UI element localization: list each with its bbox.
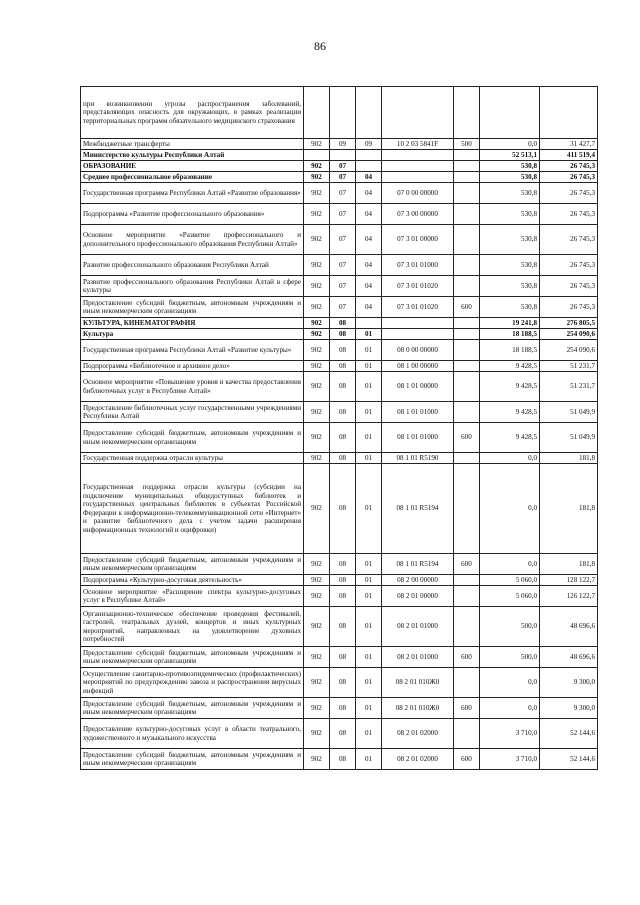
row-target-article: 08 2 01 00000 — [382, 586, 454, 607]
table-row — [81, 586, 598, 607]
row-name: Предоставление субсидий бюджетным, автономным учреждениям и иным некоммерческим организациям — [81, 698, 304, 719]
table-row — [81, 161, 598, 172]
row-name: Предоставление субсидий бюджетным, автономным учреждениям и иным некоммерческим организациям — [81, 647, 304, 668]
row-grbs: 902 — [304, 172, 330, 183]
row-grbs: 902 — [304, 297, 330, 318]
table-row — [81, 87, 598, 139]
row-amount-2: 126 122,7 — [540, 586, 598, 607]
row-subsection — [356, 150, 382, 161]
row-target-article: 08 1 01 R5194 — [382, 554, 454, 575]
row-amount-2: 26 745,3 — [540, 276, 598, 297]
row-target-article: 08 1 01 R5194 — [382, 464, 454, 554]
table-row — [81, 150, 598, 161]
row-target-article: 08 2 01 010Ж0 — [382, 668, 454, 698]
table-row — [81, 225, 598, 255]
page-number: 86 — [314, 39, 326, 53]
row-expense-type — [454, 87, 480, 139]
row-subsection: 04 — [356, 183, 382, 204]
row-target-article: 07 3 01 01020 — [382, 297, 454, 318]
row-expense-type — [454, 255, 480, 276]
row-expense-type: 600 — [454, 698, 480, 719]
row-amount-1: 530,8 — [480, 255, 540, 276]
row-subsection: 01 — [356, 647, 382, 668]
row-amount-1: 5 060,0 — [480, 586, 540, 607]
row-grbs: 902 — [304, 586, 330, 607]
table-row — [81, 423, 598, 453]
row-amount-2: 51 049,9 — [540, 423, 598, 453]
table-row — [81, 204, 598, 225]
row-section: 08 — [330, 607, 356, 647]
row-expense-type — [454, 453, 480, 464]
row-expense-type — [454, 318, 480, 329]
table-row — [81, 183, 598, 204]
row-amount-2: 128 122,7 — [540, 575, 598, 586]
row-name: Предоставление субсидий бюджетным, автономным учреждениям и иным некоммерческим организациям — [81, 749, 304, 770]
row-subsection: 04 — [356, 255, 382, 276]
row-target-article — [382, 161, 454, 172]
row-grbs: 902 — [304, 749, 330, 770]
row-section: 08 — [330, 464, 356, 554]
row-expense-type — [454, 150, 480, 161]
row-subsection: 01 — [356, 402, 382, 423]
row-amount-2: 31 427,7 — [540, 139, 598, 150]
row-amount-1: 0,0 — [480, 668, 540, 698]
row-amount-2: 26 745,3 — [540, 172, 598, 183]
row-amount-1: 530,8 — [480, 161, 540, 172]
row-grbs: 902 — [304, 183, 330, 204]
row-amount-2 — [540, 87, 598, 139]
row-name: Основное мероприятие «Расширение спектра культурно-досуговых услуг в Республике Алтай» — [81, 586, 304, 607]
row-amount-1: 9 428,5 — [480, 423, 540, 453]
row-target-article — [382, 329, 454, 340]
row-subsection: 01 — [356, 554, 382, 575]
row-amount-2: 48 696,6 — [540, 607, 598, 647]
row-grbs: 902 — [304, 276, 330, 297]
row-subsection: 01 — [356, 329, 382, 340]
row-name: Межбюджетные трансферты — [81, 139, 304, 150]
row-target-article: 07 3 01 01020 — [382, 276, 454, 297]
table-row — [81, 575, 598, 586]
row-amount-1: 530,8 — [480, 225, 540, 255]
row-amount-2: 52 144,6 — [540, 719, 598, 749]
row-amount-2: 276 805,5 — [540, 318, 598, 329]
row-expense-type — [454, 183, 480, 204]
row-section: 07 — [330, 172, 356, 183]
table-row — [81, 668, 598, 698]
row-subsection: 09 — [356, 139, 382, 150]
row-amount-1: 5 060,0 — [480, 575, 540, 586]
row-grbs: 902 — [304, 719, 330, 749]
budget-table — [80, 86, 598, 770]
table-row — [81, 402, 598, 423]
row-amount-1: 3 710,0 — [480, 749, 540, 770]
row-subsection — [356, 87, 382, 139]
row-grbs: 902 — [304, 340, 330, 361]
row-subsection: 04 — [356, 225, 382, 255]
table-row — [81, 607, 598, 647]
row-amount-2: 254 090,6 — [540, 340, 598, 361]
row-expense-type — [454, 225, 480, 255]
row-grbs: 902 — [304, 607, 330, 647]
row-grbs: 902 — [304, 402, 330, 423]
row-target-article: 08 1 01 01000 — [382, 402, 454, 423]
row-section: 08 — [330, 372, 356, 402]
row-amount-2: 9 300,0 — [540, 668, 598, 698]
row-expense-type — [454, 361, 480, 372]
row-subsection: 01 — [356, 423, 382, 453]
row-target-article — [382, 87, 454, 139]
row-expense-type — [454, 204, 480, 225]
row-name: Культура — [81, 329, 304, 340]
row-section: 07 — [330, 204, 356, 225]
table-row — [81, 139, 598, 150]
row-amount-1: 0,0 — [480, 554, 540, 575]
row-grbs: 902 — [304, 668, 330, 698]
row-expense-type — [454, 340, 480, 361]
row-target-article: 08 2 01 02000 — [382, 749, 454, 770]
row-grbs: 902 — [304, 423, 330, 453]
row-section: 07 — [330, 297, 356, 318]
row-expense-type — [454, 719, 480, 749]
row-subsection: 01 — [356, 361, 382, 372]
row-target-article: 08 2 01 02000 — [382, 719, 454, 749]
row-name: Государственная программа Республики Алтай «Развитие культуры» — [81, 340, 304, 361]
row-expense-type: 600 — [454, 647, 480, 668]
table-row — [81, 698, 598, 719]
row-section: 08 — [330, 554, 356, 575]
row-grbs — [304, 87, 330, 139]
row-target-article: 07 3 01 01000 — [382, 255, 454, 276]
row-target-article: 10 2 03 5841F — [382, 139, 454, 150]
row-grbs: 902 — [304, 161, 330, 172]
row-subsection: 01 — [356, 586, 382, 607]
row-section: 08 — [330, 586, 356, 607]
table-row — [81, 329, 598, 340]
row-target-article: 08 2 00 00000 — [382, 575, 454, 586]
row-amount-1: 530,8 — [480, 172, 540, 183]
row-name: Государственная программа Республики Алтай «Развитие образования» — [81, 183, 304, 204]
row-amount-2: 26 745,3 — [540, 161, 598, 172]
row-amount-2: 26 745,3 — [540, 297, 598, 318]
row-expense-type — [454, 372, 480, 402]
row-subsection — [356, 161, 382, 172]
row-amount-1: 52 513,1 — [480, 150, 540, 161]
table-row — [81, 554, 598, 575]
row-subsection: 01 — [356, 372, 382, 402]
row-name: Предоставление библиотечных услуг государственными учреждениями Республики Алтай — [81, 402, 304, 423]
row-name: Осуществление санитарно-противоэпидемических (профилактических) мероприятий по предупреждению завоза и распространения вирусных инфекций — [81, 668, 304, 698]
row-expense-type: 600 — [454, 423, 480, 453]
row-section: 08 — [330, 318, 356, 329]
row-section: 09 — [330, 139, 356, 150]
row-amount-2: 26 745,3 — [540, 225, 598, 255]
row-name: Предоставление субсидий бюджетным, автономным учреждениям и иным некоммерческим организациям — [81, 554, 304, 575]
row-name: Государственная поддержка отрасли культуры (субсидии на подключение муниципальных общедоступных библиотек и государственных центральных библиотек в субъектах Российской Федерации к информационно-телекоммуникационной сети «Интернет» и развитие библиотечного дела с учетом задачи расширения информационных технологий и оцифровки) — [81, 464, 304, 554]
row-grbs: 902 — [304, 372, 330, 402]
row-amount-2: 9 300,0 — [540, 698, 598, 719]
row-target-article — [382, 172, 454, 183]
row-name: ОБРАЗОВАНИЕ — [81, 161, 304, 172]
row-amount-1: 530,8 — [480, 297, 540, 318]
row-section: 07 — [330, 183, 356, 204]
row-grbs: 902 — [304, 329, 330, 340]
row-target-article: 08 1 01 01000 — [382, 423, 454, 453]
row-target-article: 08 1 01 R5190 — [382, 453, 454, 464]
row-amount-1: 3 710,0 — [480, 719, 540, 749]
row-grbs: 902 — [304, 698, 330, 719]
row-expense-type: 600 — [454, 749, 480, 770]
table-row — [81, 464, 598, 554]
row-expense-type: 600 — [454, 554, 480, 575]
row-subsection: 01 — [356, 453, 382, 464]
row-amount-1: 0,0 — [480, 698, 540, 719]
row-subsection: 01 — [356, 464, 382, 554]
row-subsection: 01 — [356, 607, 382, 647]
row-subsection: 04 — [356, 297, 382, 318]
row-amount-1: 9 428,5 — [480, 372, 540, 402]
row-name: Предоставление субсидий бюджетным, автономным учреждениям и иным некоммерческим организациям — [81, 297, 304, 318]
row-amount-1: 9 428,5 — [480, 402, 540, 423]
row-amount-2: 52 144,6 — [540, 749, 598, 770]
row-amount-2: 51 049,9 — [540, 402, 598, 423]
row-target-article: 07 0 00 00000 — [382, 183, 454, 204]
row-subsection: 01 — [356, 575, 382, 586]
row-expense-type — [454, 172, 480, 183]
row-subsection: 01 — [356, 749, 382, 770]
row-name: Развитие профессионального образования Республики Алтай в сфере культуры — [81, 276, 304, 297]
row-section: 08 — [330, 423, 356, 453]
row-grbs: 902 — [304, 255, 330, 276]
row-name: Основное мероприятие «Повышение уровня и качества предоставления библиотечных услуг в Республике Алтай» — [81, 372, 304, 402]
row-grbs: 902 — [304, 453, 330, 464]
row-amount-1: 0,0 — [480, 464, 540, 554]
table-row — [81, 647, 598, 668]
row-amount-2: 181,8 — [540, 464, 598, 554]
row-amount-1: 530,8 — [480, 276, 540, 297]
row-name: Государственная поддержка отрасли культуры — [81, 453, 304, 464]
row-target-article — [382, 150, 454, 161]
row-section: 08 — [330, 361, 356, 372]
row-name: Основное мероприятие «Развитие профессионального и дополнительного профессионального образования Республики Алтай» — [81, 225, 304, 255]
row-grbs: 902 — [304, 554, 330, 575]
row-section — [330, 150, 356, 161]
row-section — [330, 87, 356, 139]
row-subsection: 01 — [356, 698, 382, 719]
row-name: при возникновении угрозы распространения заболеваний, представляющих опасность для окружающих, в рамках реализации территориальных программ обязательного медицинского страхования — [81, 87, 304, 139]
table-row — [81, 749, 598, 770]
row-grbs: 902 — [304, 647, 330, 668]
row-name: Подпрограмма «Культурно-досуговая деятельность» — [81, 575, 304, 586]
row-name: Министерство культуры Республики Алтай — [81, 150, 304, 161]
row-amount-1 — [480, 87, 540, 139]
row-name: КУЛЬТУРА, КИНЕМАТОГРАФИЯ — [81, 318, 304, 329]
row-subsection: 04 — [356, 204, 382, 225]
row-expense-type — [454, 161, 480, 172]
row-amount-1: 18 188,5 — [480, 340, 540, 361]
row-amount-1: 500,0 — [480, 607, 540, 647]
row-section: 08 — [330, 575, 356, 586]
row-grbs: 902 — [304, 225, 330, 255]
row-amount-1: 500,0 — [480, 647, 540, 668]
table-row — [81, 372, 598, 402]
row-section: 08 — [330, 719, 356, 749]
row-subsection: 01 — [356, 668, 382, 698]
row-amount-1: 0,0 — [480, 453, 540, 464]
row-section: 08 — [330, 749, 356, 770]
row-expense-type — [454, 276, 480, 297]
table-row — [81, 318, 598, 329]
row-target-article: 08 0 00 00000 — [382, 340, 454, 361]
row-section: 08 — [330, 668, 356, 698]
row-target-article: 07 3 00 00000 — [382, 204, 454, 225]
table-row — [81, 297, 598, 318]
row-target-article: 07 3 01 00000 — [382, 225, 454, 255]
row-amount-2: 26 745,3 — [540, 255, 598, 276]
row-subsection: 01 — [356, 340, 382, 361]
row-amount-1: 19 241,8 — [480, 318, 540, 329]
row-subsection: 01 — [356, 719, 382, 749]
row-section: 08 — [330, 340, 356, 361]
row-target-article: 08 2 01 01000 — [382, 607, 454, 647]
table-row — [81, 453, 598, 464]
row-name: Подпрограмма «Библиотечное и архивное дело» — [81, 361, 304, 372]
row-grbs: 902 — [304, 318, 330, 329]
row-subsection: 04 — [356, 276, 382, 297]
row-name: Подпрограмма «Развитие профессионального образования» — [81, 204, 304, 225]
row-expense-type — [454, 575, 480, 586]
table-row — [81, 276, 598, 297]
row-amount-2: 26 745,3 — [540, 183, 598, 204]
row-section: 08 — [330, 453, 356, 464]
row-amount-2: 181,8 — [540, 554, 598, 575]
row-name: Предоставление субсидий бюджетным, автономным учреждениям и иным некоммерческим организациям — [81, 423, 304, 453]
row-amount-1: 530,8 — [480, 204, 540, 225]
row-expense-type — [454, 607, 480, 647]
row-name: Предоставление культурно-досуговых услуг в области театрального, художественного и музыкального искусства — [81, 719, 304, 749]
row-grbs: 902 — [304, 139, 330, 150]
row-subsection: 04 — [356, 172, 382, 183]
row-amount-1: 18 188,5 — [480, 329, 540, 340]
row-section: 07 — [330, 255, 356, 276]
row-section: 08 — [330, 647, 356, 668]
row-amount-2: 181,8 — [540, 453, 598, 464]
row-section: 07 — [330, 276, 356, 297]
row-name: Среднее профессиональное образование — [81, 172, 304, 183]
row-expense-type — [454, 402, 480, 423]
row-name: Развитие профессионального образования Республики Алтай — [81, 255, 304, 276]
row-section: 08 — [330, 329, 356, 340]
row-target-article — [382, 318, 454, 329]
row-grbs: 902 — [304, 361, 330, 372]
row-target-article: 08 2 01 01000 — [382, 647, 454, 668]
row-target-article: 08 1 00 00000 — [382, 361, 454, 372]
row-amount-2: 51 231,7 — [540, 361, 598, 372]
table-row — [81, 361, 598, 372]
row-expense-type — [454, 464, 480, 554]
row-grbs: 902 — [304, 204, 330, 225]
row-target-article: 08 1 01 00000 — [382, 372, 454, 402]
row-amount-2: 51 231,7 — [540, 372, 598, 402]
row-amount-1: 0,0 — [480, 139, 540, 150]
row-amount-2: 254 090,6 — [540, 329, 598, 340]
table-row — [81, 719, 598, 749]
row-amount-2: 26 745,3 — [540, 204, 598, 225]
row-grbs — [304, 150, 330, 161]
row-expense-type: 600 — [454, 297, 480, 318]
row-expense-type — [454, 329, 480, 340]
row-amount-1: 530,8 — [480, 183, 540, 204]
row-expense-type: 500 — [454, 139, 480, 150]
row-section: 08 — [330, 698, 356, 719]
table-row — [81, 172, 598, 183]
row-grbs: 902 — [304, 575, 330, 586]
row-expense-type — [454, 586, 480, 607]
row-amount-1: 9 428,5 — [480, 361, 540, 372]
row-amount-2: 411 519,4 — [540, 150, 598, 161]
table-row — [81, 255, 598, 276]
row-subsection — [356, 318, 382, 329]
table-row — [81, 340, 598, 361]
row-target-article: 08 2 01 010Ж0 — [382, 698, 454, 719]
row-expense-type — [454, 668, 480, 698]
row-name: Организационно-техническое обеспечение проведения фестивалей, гастролей, театральных дуэлей, концертов и иных культурных мероприятий, направленных на удовлетворение духовных потребностей — [81, 607, 304, 647]
row-grbs: 902 — [304, 464, 330, 554]
row-amount-2: 48 696,6 — [540, 647, 598, 668]
row-section: 07 — [330, 225, 356, 255]
row-section: 07 — [330, 161, 356, 172]
row-section: 08 — [330, 402, 356, 423]
